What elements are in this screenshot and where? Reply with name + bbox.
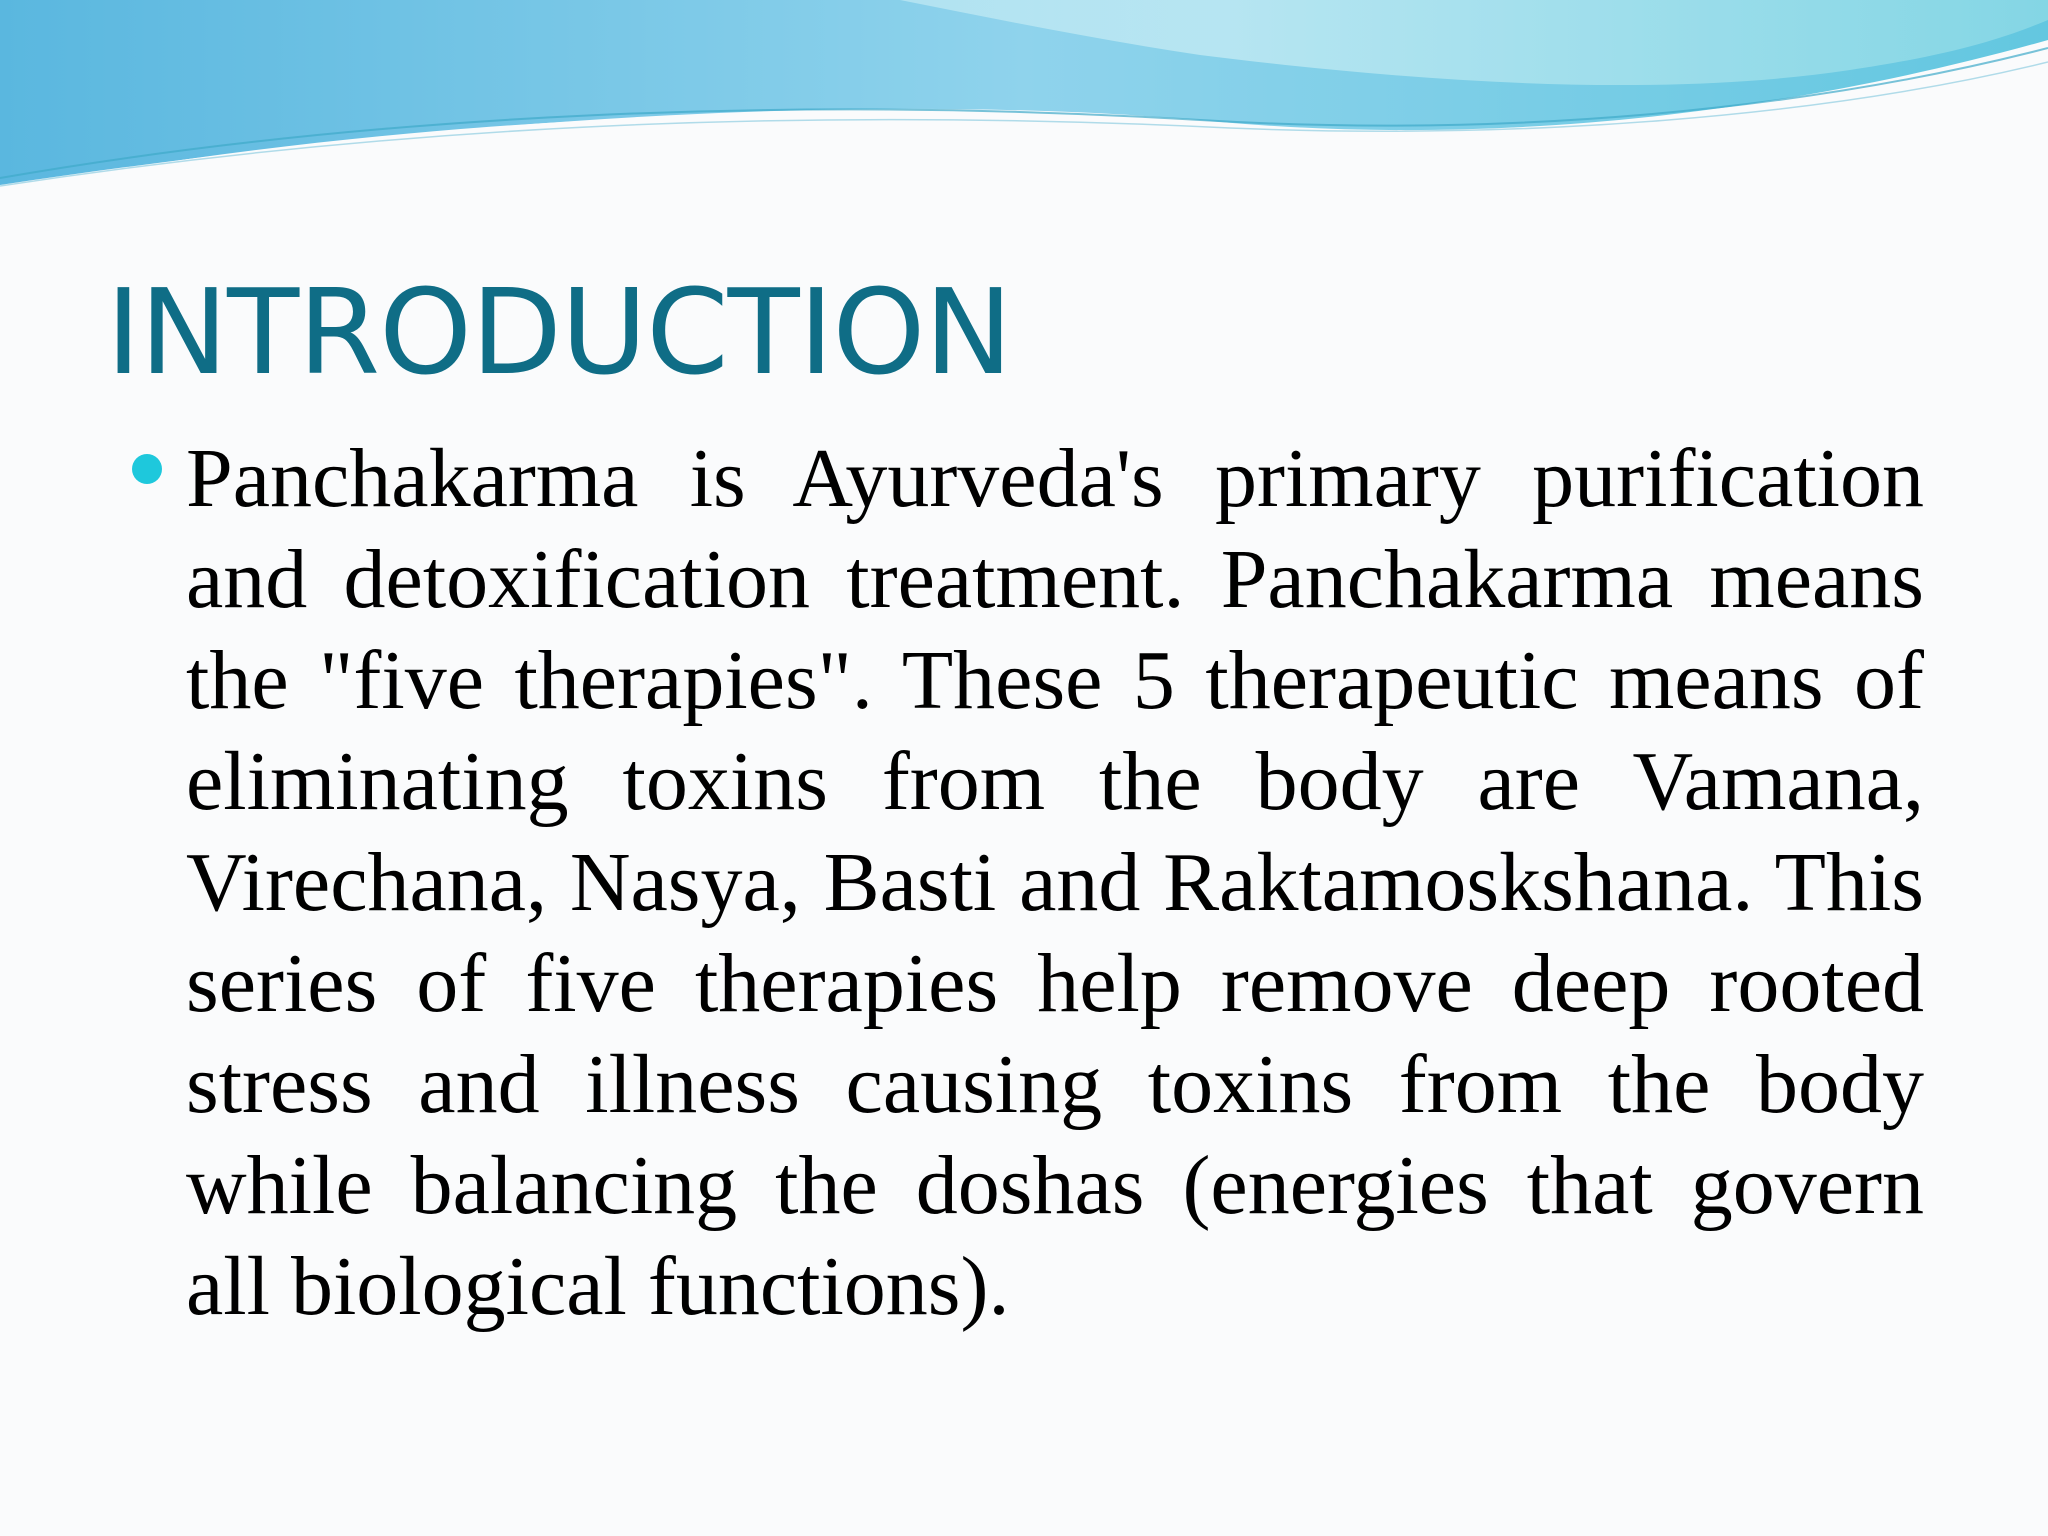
slide-title: INTRODUCTION xyxy=(106,263,1012,401)
bullet-item xyxy=(128,428,1924,1337)
wave-header-decoration xyxy=(0,0,2048,240)
bullet-text: Panchakarma is Ayurveda's primary purification and detoxification treatment. Panchakarma means the "five therapies". These 5 therapeutic means of eliminating toxins from the body are Vamana, Virechana, Nasya, Basti and Raktamoskshana. This series of five therapies help remove deep rooted stress and illness causing toxins from the body while balancing the doshas (energies that govern all biological functions). xyxy=(186,432,1924,1333)
bullet-list xyxy=(128,428,1924,1337)
bullet-dot-icon xyxy=(132,454,162,484)
